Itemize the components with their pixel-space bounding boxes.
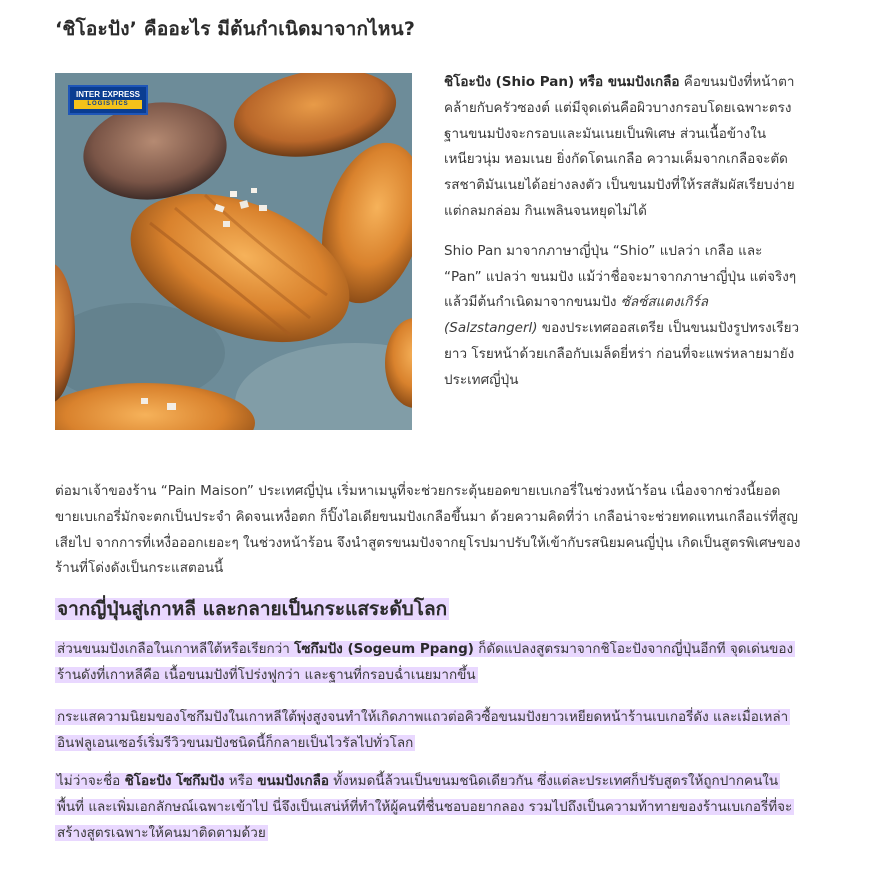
summary-paragraph: ไม่ว่าจะชื่อ ชิโอะปัง โซกึมปัง หรือ ขนมปังเกลือ ทั้งหมดนี้ล้วนเป็นขนมชนิดเดียวกัน ซึ่งแต่ละประเทศก็ปรับสูตรให้ถูกปากคนในพื้นที่ และเพิ่มเอกลักษณ์เฉพาะเข้าไป นี่จึงเป็นเสน่ห์ที่ทำให้ผู้คนที่ชื่นชอบอยากลอง รวมไปถึงเป็นความท้าทายของร้านเบเกอรี่ที่จะสร้างสูตรเฉพาะให้คนมาติดตามด้วย: [57, 773, 793, 841]
salt-bread-photo: [55, 73, 412, 430]
intro-side-text: [444, 70, 804, 408]
bread-illustration: [55, 73, 412, 430]
korea-paragraph: ส่วนขนมปังเกลือในเกาหลีใต้หรือเรียกว่า โซกึมปัง (Sogeum Ppang) ก็ดัดแปลงสูตรมาจากชิโอะปังจากญี่ปุ่นอีกที จุดเด่นของร้านดังที่เกาหลีคือ เนื้อขนมปังที่โปร่งฟูกว่า และฐานที่กรอบฉ่ำเนยมากขึ้น: [57, 641, 794, 683]
trend-paragraph: กระแสความนิยมของโซกึมปังในเกาหลีใต้พุ่งสูงจนทำให้เกิดภาพแถวต่อคิวซื้อขนมปังยาวเหยียดหน้าร้านเบเกอรี่ดัง และเมื่อเหล่า อินฟลูเอนเซอร์เริ่มรีวิวขนมปังชนิดนี้ก็กลายเป็นไวรัลไปทั่วโลก: [57, 709, 789, 751]
article-title: ‘ชิโอะปัง’ คืออะไร มีต้นกำเนิดมาจากไหน?: [55, 18, 416, 40]
salzstangerl-term: ซัลซ์สแตงเกิร์ล (Salzstangerl): [444, 294, 708, 337]
origin-paragraph: Shio Pan มาจากภาษาญี่ปุ่น “Shio” แปลว่า เกลือ และ “Pan” แปลว่า ขนมปัง แม้ว่าชื่อจะมาจากภาษาญี่ปุ่น แต่จริงๆ แล้วมีต้นกำเนิดมาจากขนมปัง ซัลซ์สแตงเกิร์ล (Salzstangerl) ของประเทศออสเตรีย เป็นขนมปังรูปทรงเรียวยาว โรยหน้าด้วยเกลือกับเมล็ดยี่หร่า ก่อนที่จะแพร่หลายมายังประเทศญี่ปุ่น: [444, 242, 800, 388]
definition-paragraph: ชิโอะปัง (Shio Pan) หรือ ขนมปังเกลือ คือขนมปังที่หน้าตาคล้ายกับครัวซองต์ แต่มีจุดเด่นคือผิวบางกรอบโดยเฉพาะตรงฐานขนมปังจะกรอบและมันเนยเป็นพิเศษ ส่วนเนื้อข้างในเหนียวนุ่ม หอมเนย ยิ่งกัดโดนเกลือ ความเค็มจากเกลือจะตัดรสชาติมันเนยได้อย่างลงตัว เป็นขนมปังที่ให้รสสัมผัสเรียบง่ายแต่กลมกล่อม กินเพลินจนหยุดไม่ได้: [444, 74, 795, 219]
sogeum-ppang-term: โซกึมปัง (Sogeum Ppang): [294, 641, 474, 657]
pain-maison-paragraph: ต่อมาเจ้าของร้าน “Pain Maison” ประเทศญี่ปุ่น เริ่มหาเมนูที่จะช่วยกระตุ้นยอดขายเบเกอรี่ในช่วงหน้าร้อน เนื่องจากช่วงนี้ยอดขายเบเกอรี่มักจะตกเป็นประจำ คิดจนเหงื่อตก ก็ปิ๊งไอเดียขนมปังเกลือขึ้นมา ด้วยความคิดที่ว่า เกลือน่าจะช่วยทดแทนเกลือแร่ที่สูญเสียไป จากการที่เหงื่อออกเยอะๆ ในช่วงหน้าร้อน จึงนำสูตรขนมปังจากยุโรปมาปรับให้เข้ากับรสนิยมคนญี่ปุ่น เกิดเป็นสูตรพิเศษของร้านที่โด่งดังเป็นกระแสตอนนี้: [55, 483, 801, 577]
inter-express-logo: INTER EXPRESS LOGISTICS: [68, 85, 148, 115]
section-heading: จากญี่ปุ่นสู่เกาหลี และกลายเป็นกระแสระดับโลก: [57, 598, 448, 620]
definition-term: ชิโอะปัง (Shio Pan) หรือ ขนมปังเกลือ: [444, 74, 680, 90]
